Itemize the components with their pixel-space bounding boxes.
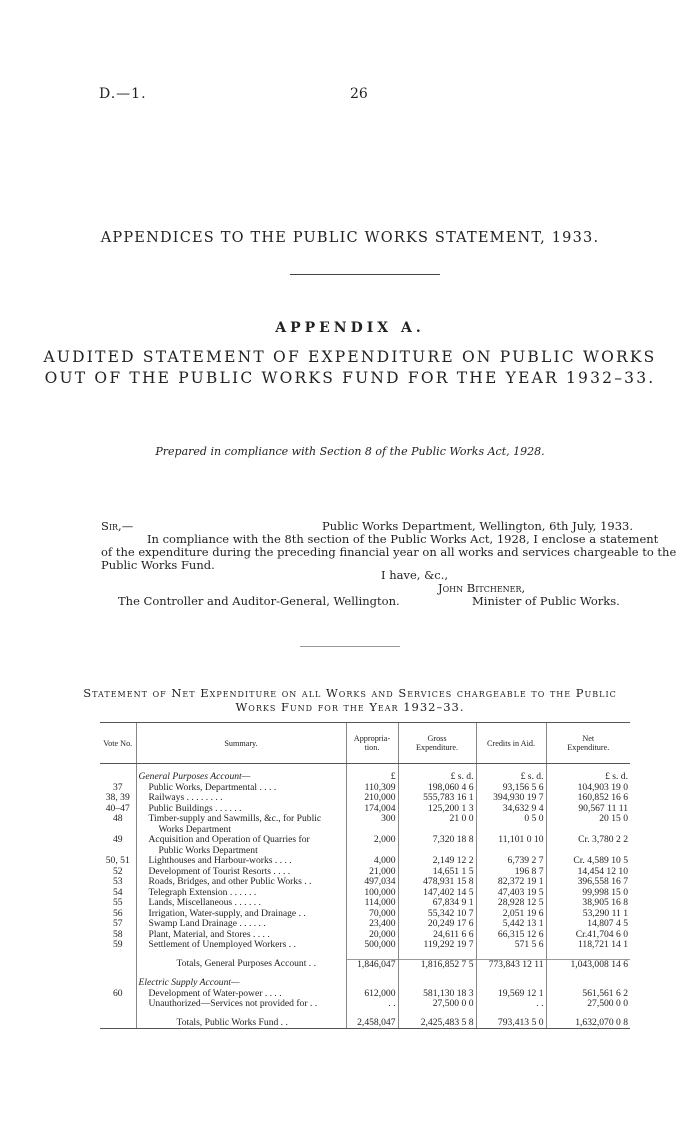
credits-cell: 93,156 5 6 — [476, 783, 546, 794]
summary-cell: Railways . . . . . . . . — [136, 793, 346, 804]
credits-cell: 82,372 19 1 — [476, 877, 546, 888]
section-general-purposes: General Purposes Account— — [136, 772, 346, 783]
vote-number: 60 — [112, 987, 123, 999]
subtitle-line-2: OUT OF THE PUBLIC WORKS FUND FOR THE YEAR 1932–33. — [44, 369, 656, 387]
summary-cell: Totals, General Purposes Account . . — [136, 959, 346, 970]
credits-cell: 28,928 12 5 — [476, 898, 546, 909]
gross-cell: 27,500 0 0 — [398, 999, 476, 1010]
summary-cell: Settlement of Unemployed Workers . . — [136, 940, 346, 951]
appropriation-cell: 210,000 — [346, 793, 398, 804]
unit-gross: £ s. d. — [398, 772, 476, 783]
vote-number: 48 — [112, 813, 123, 824]
vote-number: 52 — [112, 865, 123, 877]
credits-cell: 5,442 13 1 — [476, 919, 546, 930]
summary-cell: Public Works Department — [136, 846, 346, 857]
table-row — [100, 877, 630, 888]
vote-number: 40–47 — [105, 802, 130, 814]
gross-cell: 478,931 15 8 — [398, 877, 476, 888]
appropriation-cell: 300 — [346, 814, 398, 825]
net-cell: Cr. 3,780 2 2 — [546, 835, 630, 846]
appropriation-cell: 70,000 — [346, 909, 398, 920]
appropriation-cell: 1,846,047 — [346, 959, 398, 970]
appropriation-cell: 500,000 — [346, 940, 398, 951]
gross-cell: 125,200 1 3 — [398, 804, 476, 815]
appropriation-cell: 21,000 — [346, 867, 398, 878]
credits-cell: 773,843 12 11 — [476, 959, 546, 970]
letter-signatory-title: Minister of Public Works. — [472, 594, 620, 608]
table-row — [100, 856, 630, 867]
credits-cell: 571 5 6 — [476, 940, 546, 951]
letter-body-3: Public Works Fund. — [101, 558, 215, 572]
credits-cell: . . — [476, 999, 546, 1010]
gross-cell: 198,060 4 6 — [398, 783, 476, 794]
gross-cell: 2,149 12 2 — [398, 856, 476, 867]
header-summary: Summary. — [136, 723, 346, 764]
vote-number: 55 — [112, 897, 123, 908]
appropriation-cell: 2,458,047 — [346, 1018, 398, 1029]
page-title: APPENDICES TO THE PUBLIC WORKS STATEMENT, 1933. — [100, 230, 600, 246]
appropriation-cell: 114,000 — [346, 898, 398, 909]
net-cell: 396,558 16 7 — [546, 877, 630, 888]
statement-title-line-2: Works Fund for the Year 1932–33. — [235, 700, 465, 714]
appropriation-cell: 612,000 — [346, 989, 398, 1000]
section-heading-row — [100, 978, 630, 989]
credits-cell: 6,739 2 7 — [476, 856, 546, 867]
gross-cell: 119,292 19 7 — [398, 940, 476, 951]
appropriation-cell: 497,034 — [346, 877, 398, 888]
table-row — [100, 940, 630, 951]
header-vote: Vote No. — [100, 723, 136, 764]
vote-number: 58 — [112, 928, 123, 940]
credits-cell: 0 5 0 — [476, 814, 546, 825]
net-cell: 160,852 16 6 — [546, 793, 630, 804]
net-cell: 561,561 6 2 — [546, 989, 630, 1000]
page-number: 26 — [350, 86, 368, 102]
credits-cell: 196 8 7 — [476, 867, 546, 878]
appropriation-cell: 23,400 — [346, 919, 398, 930]
letter-closing: I have, &c., — [381, 568, 449, 582]
summary-cell: Public Buildings . . . . . . — [136, 804, 346, 815]
summary-cell: Telegraph Extension . . . . . . — [136, 888, 346, 899]
summary-cell: Swamp Land Drainage . . . . . . — [136, 919, 346, 930]
header-net: Net Expenditure. — [546, 723, 630, 764]
net-cell: 14,807 4 5 — [546, 919, 630, 930]
vote-number: 53 — [112, 876, 123, 887]
salutation-text: Sir,— — [101, 519, 134, 533]
section-electric-supply: Electric Supply Account— — [136, 978, 346, 989]
credits-cell: 2,051 19 6 — [476, 909, 546, 920]
gross-cell: 1,816,852 7 5 — [398, 959, 476, 970]
vote-number: 56 — [112, 907, 123, 919]
net-cell: Cr. 4,589 10 5 — [546, 856, 630, 867]
credits-cell: 394,930 19 7 — [476, 793, 546, 804]
net-cell: 90,567 11 11 — [546, 804, 630, 815]
unit-net: £ s. d. — [546, 772, 630, 783]
vote-number — [100, 959, 136, 970]
net-cell: 20 15 0 — [546, 814, 630, 825]
gross-cell: 55,342 10 7 — [398, 909, 476, 920]
gross-cell: 555,783 16 1 — [398, 793, 476, 804]
table-row — [100, 793, 630, 804]
gross-cell: 147,402 14 5 — [398, 888, 476, 899]
gross-cell: 14,651 1 5 — [398, 867, 476, 878]
vote-number: 49 — [112, 834, 123, 845]
letter-body-2: of the expenditure during the preceding financial year on all works and services chargeable to the — [101, 545, 677, 559]
gross-cell: 20,249 17 6 — [398, 919, 476, 930]
summary-cell: Lands, Miscellaneous . . . . . . — [136, 898, 346, 909]
summary-cell: Works Department — [136, 825, 346, 836]
credits-cell: 34,632 9 4 — [476, 804, 546, 815]
appropriation-cell: 100,000 — [346, 888, 398, 899]
totals-row — [100, 959, 630, 970]
net-cell: 27,500 0 0 — [546, 999, 630, 1010]
summary-cell: Public Works, Departmental . . . . — [136, 783, 346, 794]
unit-credits: £ s. d. — [476, 772, 546, 783]
appropriation-cell: . . — [346, 999, 398, 1010]
net-cell: Cr.41,704 6 0 — [546, 930, 630, 941]
net-cell: 14,454 12 10 — [546, 867, 630, 878]
table-row — [100, 919, 630, 930]
net-cell: 53,290 11 1 — [546, 909, 630, 920]
letter-body-1: In compliance with the 8th section of the Public Works Act, 1928, I enclose a statement — [147, 532, 659, 546]
net-cell: 104,903 19 0 — [546, 783, 630, 794]
net-cell: 118,721 14 1 — [546, 940, 630, 951]
gross-cell: 2,425,483 5 8 — [398, 1018, 476, 1029]
appropriation-cell: 110,309 — [346, 783, 398, 794]
appropriation-cell: 4,000 — [346, 856, 398, 867]
header-appropriation: Appropria- tion. — [346, 723, 398, 764]
table-body — [100, 764, 630, 1029]
vote-number: 50, 51 — [105, 855, 130, 866]
vote-number — [100, 1018, 136, 1029]
divider — [290, 274, 440, 275]
vote-number: 57 — [112, 918, 123, 929]
divider-2 — [300, 646, 400, 647]
letter-addressee: The Controller and Auditor-General, Wellington. — [118, 594, 400, 608]
section-heading-row — [100, 772, 630, 783]
vote-number: 37 — [112, 781, 123, 793]
table-row — [100, 835, 630, 846]
header-gross: Gross Expenditure. — [398, 723, 476, 764]
appropriation-cell: 20,000 — [346, 930, 398, 941]
expenditure-table — [100, 722, 630, 1029]
header-credits: Credits in Aid. — [476, 723, 546, 764]
statement-title-line-1: Statement of Net Expenditure on all Works and Services chargeable to the Public — [83, 686, 617, 700]
summary-cell: Totals, Public Works Fund . . — [136, 1018, 346, 1029]
appropriation-cell: 2,000 — [346, 835, 398, 846]
subtitle-line-1: AUDITED STATEMENT OF EXPENDITURE ON PUBLIC WORKS — [43, 348, 657, 366]
table-row — [100, 814, 630, 825]
vote-number — [100, 999, 136, 1010]
summary-cell: Lighthouses and Harbour-works . . . . — [136, 856, 346, 867]
document-code: D.—1. — [99, 86, 147, 102]
letter-address: Public Works Department, Wellington, 6th July, 1933. — [322, 519, 634, 533]
vote-number: 38, 39 — [105, 792, 130, 803]
credits-cell: 19,569 12 1 — [476, 989, 546, 1000]
gross-cell: 581,130 18 3 — [398, 989, 476, 1000]
letter-signatory: John Bitchener, — [438, 581, 526, 595]
credits-cell: 47,403 19 5 — [476, 888, 546, 899]
summary-cell: Plant, Material, and Stores . . . . — [136, 930, 346, 941]
unit-pound: £ — [346, 772, 398, 783]
table-row — [100, 999, 630, 1010]
table-row — [100, 898, 630, 909]
summary-cell: Development of Tourist Resorts . . . . — [136, 867, 346, 878]
letter-salutation — [101, 519, 133, 533]
summary-cell: Acquisition and Operation of Quarries for — [136, 835, 346, 846]
gross-cell: 24,611 6 6 — [398, 930, 476, 941]
net-cell: 38,905 16 8 — [546, 898, 630, 909]
net-cell: 1,632,070 0 8 — [546, 1018, 630, 1029]
credits-cell: 66,315 12 6 — [476, 930, 546, 941]
summary-cell: Unauthorized—Services not provided for . . — [136, 999, 346, 1010]
summary-cell: Roads, Bridges, and other Public Works . . — [136, 877, 346, 888]
credits-cell: 793,413 5 0 — [476, 1018, 546, 1029]
summary-cell: Irrigation, Water-supply, and Drainage . . — [136, 909, 346, 920]
summary-cell: Timber-supply and Sawmills, &c., for Public — [136, 814, 346, 825]
gross-cell: 67,834 9 1 — [398, 898, 476, 909]
prepared-note: Prepared in compliance with Section 8 of the Public Works Act, 1928. — [155, 445, 545, 458]
credits-cell: 11,101 0 10 — [476, 835, 546, 846]
appropriation-cell: 174,004 — [346, 804, 398, 815]
gross-cell: 21 0 0 — [398, 814, 476, 825]
totals-row — [100, 1018, 630, 1029]
table-header-row — [100, 723, 630, 764]
vote-number: 59 — [112, 939, 123, 950]
vote-number: 54 — [112, 886, 123, 898]
net-cell: 99,998 15 0 — [546, 888, 630, 899]
summary-cell: Development of Water-power . . . . — [136, 989, 346, 1000]
net-cell: 1,043,008 14 6 — [546, 959, 630, 970]
gross-cell: 7,320 18 8 — [398, 835, 476, 846]
appendix-heading: APPENDIX A. — [275, 320, 425, 336]
